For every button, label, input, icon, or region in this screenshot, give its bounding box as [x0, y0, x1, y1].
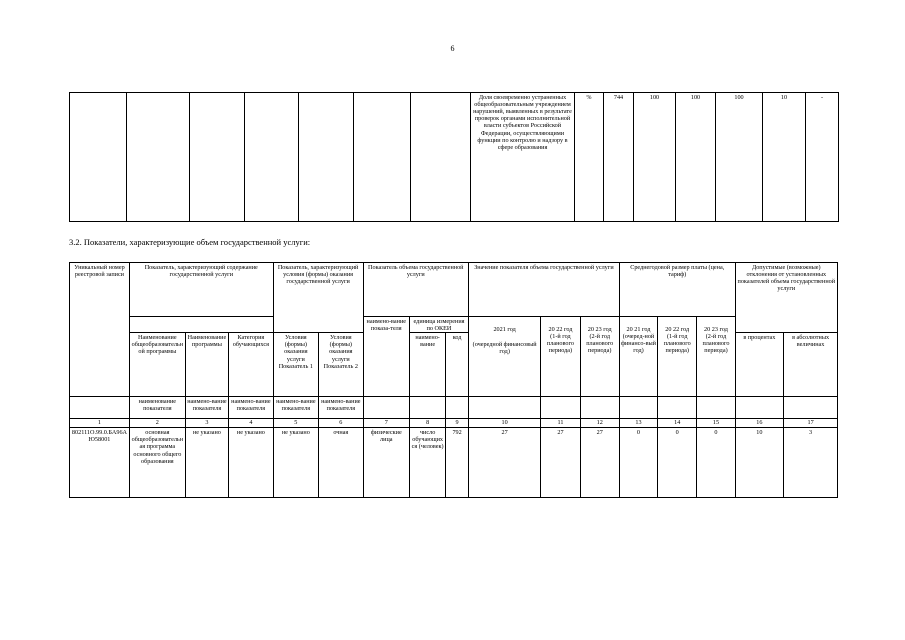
value-2021: 27: [468, 428, 540, 498]
column-number: 15: [697, 419, 735, 428]
column-number: 8: [410, 419, 446, 428]
header-indicator-name: наимено-вание показа-теля: [363, 317, 410, 397]
table-row: [70, 93, 839, 222]
header-price-2022-sub: (1-й год планового периода): [663, 332, 691, 355]
header-name-indicator: наимено-вание показателя: [273, 397, 318, 419]
header-price-2021-sub: (очеред-ной финансо-вый год): [620, 332, 656, 355]
value-2022: 27: [541, 428, 580, 498]
header-volume: Показатель объема государственной услуги: [363, 263, 468, 317]
column-number: 10: [468, 419, 540, 428]
header-2022-sub: (1-й год планового периода): [546, 332, 574, 355]
header-conditions: Показатель, характеризующий условия (формы) оказания государственной услуги: [273, 263, 363, 333]
quality-indicator-table: [69, 92, 839, 222]
header-2021-sub: (очередной финансовый год): [472, 340, 537, 355]
program-name: основная общеобразовательная программа основного общего образования: [129, 428, 185, 498]
header-2023-sub: (2-й год планового периода): [586, 332, 614, 355]
column-number: 5: [273, 419, 318, 428]
unit-name: число обучающихся (человек): [410, 428, 446, 498]
value-2023: 100: [716, 93, 763, 222]
table-row: [70, 428, 838, 498]
program: не указано: [185, 428, 228, 498]
header-2021: 2021 год: [493, 325, 516, 333]
column-number: 4: [229, 419, 273, 428]
unit-name: %: [575, 93, 604, 222]
price-2023: 0: [697, 428, 735, 498]
header-condition-2: Условия (формы) оказания услуги Показатель 2: [319, 333, 363, 397]
header-row-2: [70, 317, 838, 333]
price-2022: 0: [658, 428, 697, 498]
header-price-2023: 20 23 год: [704, 325, 728, 333]
column-number: 2: [129, 419, 185, 428]
header-row-4: [70, 397, 838, 419]
column-number: 17: [784, 419, 838, 428]
header-program: Наименование программы: [185, 333, 228, 397]
header-price: Среднегодовой размер платы (цена, тариф): [619, 263, 735, 317]
column-number: 9: [446, 419, 469, 428]
unit-code: 792: [446, 428, 469, 498]
volume-indicator-table: [69, 262, 838, 498]
value-2022: 100: [676, 93, 716, 222]
unit-code: 744: [604, 93, 634, 222]
header-percent: в процентах: [735, 333, 784, 397]
column-number: 11: [541, 419, 580, 428]
header-content: Показатель, характеризующий содержание государственной услуги: [129, 263, 273, 317]
deviation-percent: 10: [763, 93, 806, 222]
price-2021: 0: [619, 428, 657, 498]
column-number: 1: [70, 419, 130, 428]
column-number: 12: [580, 419, 619, 428]
header-name-indicator: наимено-вание показателя: [229, 397, 273, 419]
header-unique-number: Уникальный номер реестровой записи: [70, 263, 130, 397]
header-program-name: Наименование общеобразовательной программы: [129, 333, 185, 397]
deviation-absolute: 3: [784, 428, 838, 498]
condition-2: очная: [319, 428, 363, 498]
column-number: 6: [319, 419, 363, 428]
page-number: 6: [450, 44, 455, 53]
header-unit-code: код: [446, 333, 469, 397]
header-price-2021: 20 21 год: [626, 325, 651, 333]
registry-number: 802111О.99.0.БА96АЮ58001: [70, 428, 130, 498]
indicator-name: Доля своевременно устраненных общеобразовательным учреждением нарушений, выявленных в результате проверок органами исполнительной власти субъектов Российской Федерации, осуществляющими функции по контролю и надзору в сфере образования: [471, 93, 575, 222]
header-name-indicator: наимено-вание показателя: [185, 397, 228, 419]
value-2021: 100: [634, 93, 676, 222]
header-unit-okei: единица измерения по ОКЕИ: [410, 317, 469, 333]
header-volume-value: Значение показателя объема государственной услуги: [468, 263, 619, 317]
section-heading: 3.2. Показатели, характеризующие объем государственной услуги:: [69, 237, 311, 247]
condition-1: не указано: [273, 428, 318, 498]
header-price-2023-sub: (2-й год планового периода): [702, 332, 730, 355]
header-2023: 20 23 год: [587, 325, 612, 333]
header-2022: 20 22 год: [548, 325, 573, 333]
header-name-indicator: наименование показателя: [129, 397, 185, 419]
header-unit-name: наимено-вание: [410, 333, 446, 397]
header-condition-1: Условия (формы) оказания услуги Показатель 1: [273, 333, 318, 397]
column-number: 16: [735, 419, 784, 428]
header-deviation: Допустимые (возможные) отклонения от установленных показателей объема государственной услуги: [735, 263, 837, 333]
column-number: 13: [619, 419, 657, 428]
value-2023: 27: [580, 428, 619, 498]
header-category: Категория обучающихся: [229, 333, 273, 397]
column-number-row: [70, 419, 838, 428]
header-absolute: в абсолютных величинах: [784, 333, 838, 397]
header-row-1: [70, 263, 838, 317]
column-number: 3: [185, 419, 228, 428]
column-number: 7: [363, 419, 410, 428]
deviation-absolute: -: [806, 93, 839, 222]
category: не указано: [229, 428, 273, 498]
column-number: 14: [658, 419, 697, 428]
indicator-name: физические лица: [363, 428, 410, 498]
deviation-percent: 10: [735, 428, 784, 498]
header-price-2022: 20 22 год: [665, 325, 690, 333]
header-name-indicator: наимено-вание показателя: [319, 397, 363, 419]
